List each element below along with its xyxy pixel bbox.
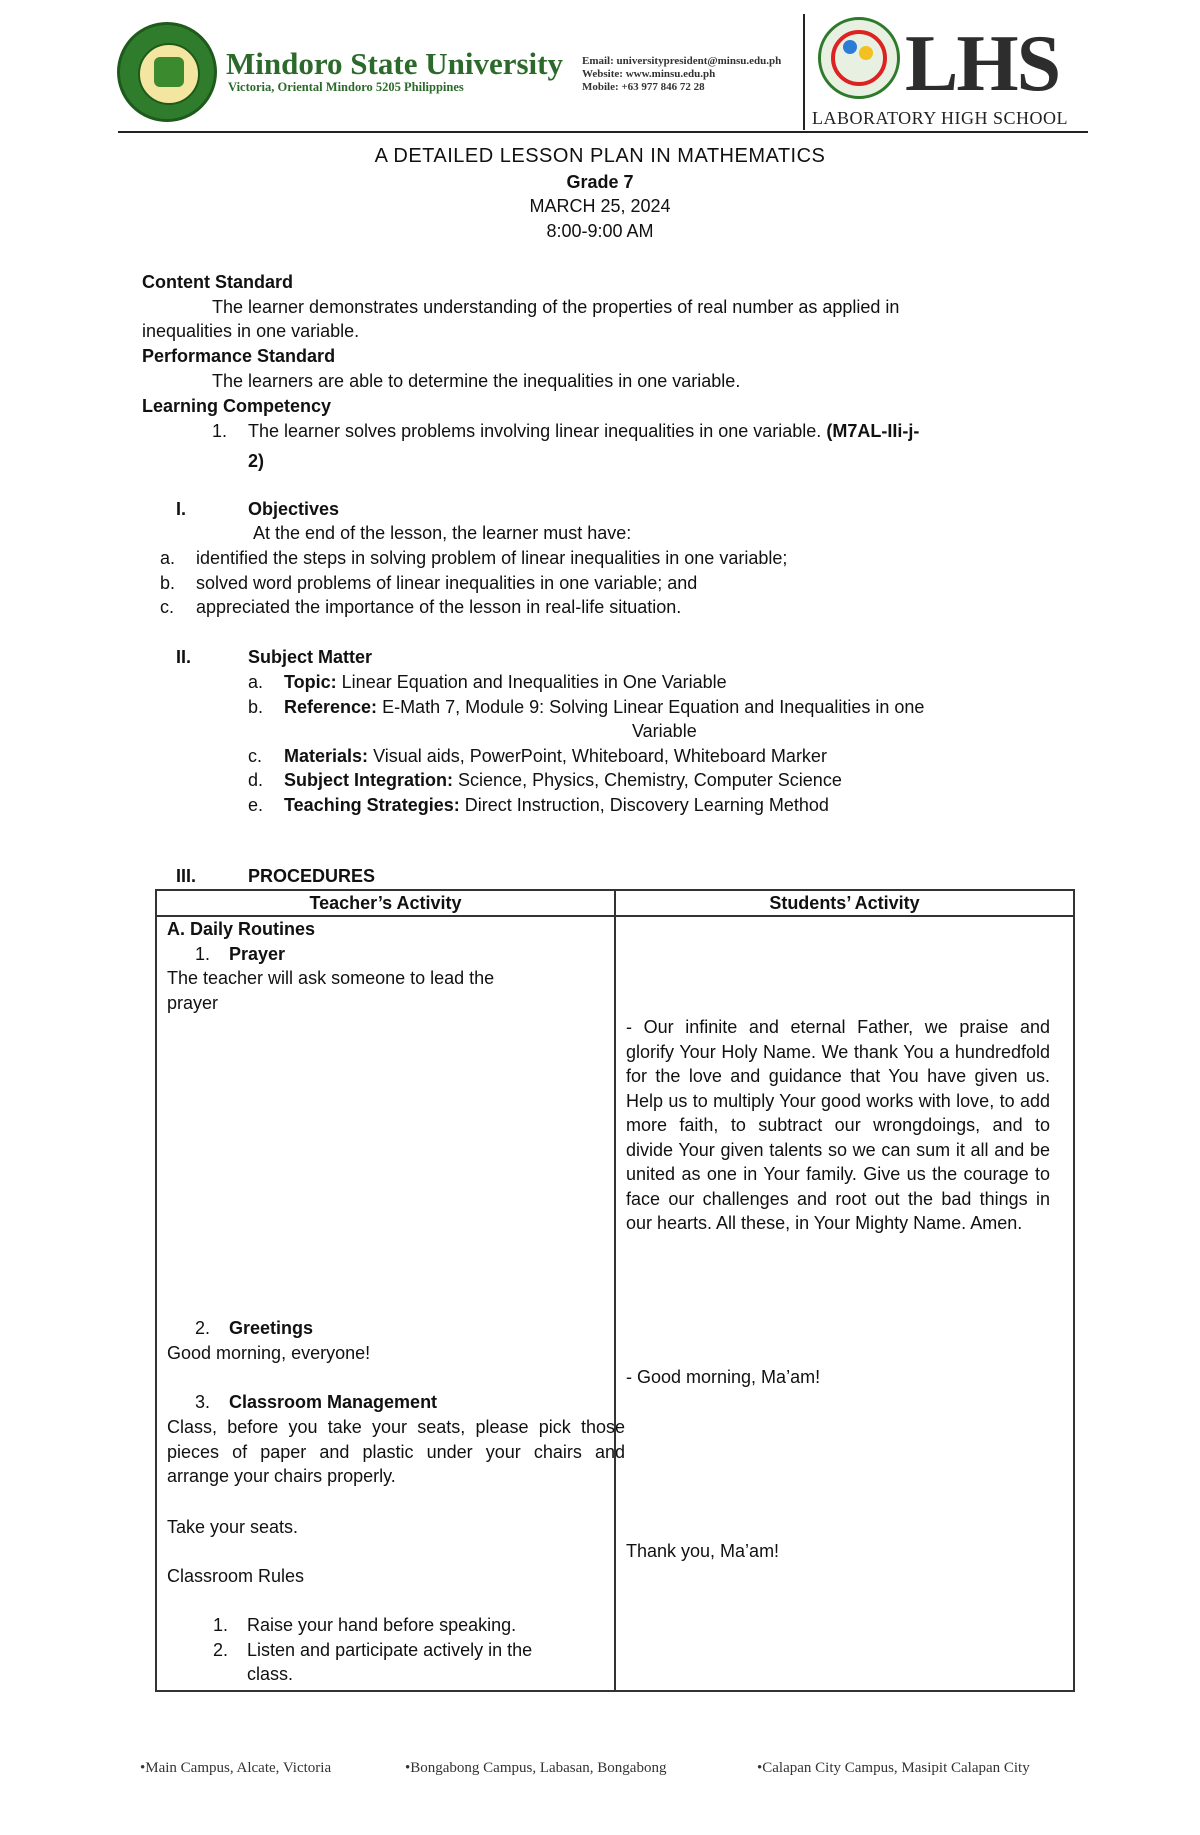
lhs-school-name: LABORATORY HIGH SCHOOL (812, 108, 1069, 128)
website-text: Website: www.minsu.edu.ph (582, 68, 716, 80)
subject-label: Teaching Strategies: (284, 794, 460, 815)
greetings-number: 2. (195, 1318, 211, 1338)
rule-text-cont: class. (247, 1664, 294, 1684)
teacher-activity-cell (156, 916, 625, 1691)
rule-number: 2. (213, 1640, 229, 1660)
header-divider (803, 14, 805, 130)
subject-label: Subject Integration: (284, 770, 454, 790)
subject-text: Science, Physics, Chemistry, Computer Science (458, 770, 842, 790)
rule-text: Raise your hand before speaking. (247, 1615, 517, 1635)
content-standard-text-cont: inequalities in one variable. (142, 321, 360, 341)
lesson-date: MARCH 25, 2024 (529, 196, 671, 216)
management-teacher-text: Class, before you take your seats, please pick those pieces of paper and plastic under your chairs and arrange your chairs properly. (167, 1417, 625, 1486)
students-activity-header: Students’ Activity (615, 890, 1074, 916)
subject-item-reference (248, 695, 1068, 720)
lhs-seal-logo (818, 17, 900, 99)
greetings-teacher-text: Good morning, everyone! (167, 1343, 371, 1363)
subject-text: E-Math 7, Module 9: Solving Linear Equation and Inequalities in one (382, 696, 925, 717)
lesson-time: 8:00-9:00 AM (546, 221, 654, 241)
subject-text-cont: Variable (632, 721, 697, 741)
subject-label: Reference: (284, 696, 378, 717)
competency-number: 1. (212, 421, 228, 441)
competency-code-cont: 2) (248, 451, 265, 471)
objective-text: solved word problems of linear inequalities in one variable; and (196, 572, 698, 593)
subject-text: Linear Equation and Inequalities in One Variable (341, 672, 727, 692)
objective-marker: c. (160, 597, 175, 617)
content-standard-text: The learner demonstrates understanding of the properties of real number as applied in (212, 297, 900, 317)
objective-text: identified the steps in solving problem of linear inequalities in one variable; (196, 548, 788, 568)
subject-text: Direct Instruction, Discovery Learning Method (464, 794, 829, 815)
subject-item-materials (248, 744, 1068, 769)
objective-marker: a. (160, 548, 176, 568)
letterhead (0, 0, 1200, 140)
procedures-table (155, 889, 1075, 1692)
management-number: 3. (195, 1392, 211, 1412)
rule-number: 1. (213, 1615, 229, 1635)
footer-bongabong-campus: •Bongabong Campus, Labasan, Bongabong (405, 1760, 667, 1776)
objectives-numeral: I. (176, 499, 187, 519)
subject-item-topic (248, 670, 1068, 695)
footer-main-campus: •Main Campus, Alcate, Victoria (140, 1760, 332, 1776)
competency-code: (M7AL-IIi-j- (826, 421, 920, 441)
competency-text (248, 419, 919, 444)
objective-text: appreciated the importance of the lesson in real-life situation. (196, 597, 682, 617)
subject-item-reference-cont (248, 719, 1068, 744)
prayer-teacher-text-cont: prayer (167, 993, 219, 1013)
subject-matter-heading: Subject Matter (248, 647, 373, 667)
seats-teacher-text: Take your seats. (167, 1517, 299, 1537)
objectives-heading: Objectives (248, 499, 340, 519)
subject-label: Topic: (284, 672, 337, 692)
learning-competency-heading: Learning Competency (142, 396, 332, 416)
grade-label: Grade 7 (566, 172, 634, 192)
table-row (156, 916, 1074, 1691)
table-header-row (156, 890, 1074, 916)
subject-marker: a. (248, 672, 264, 692)
email-text: Email: universitypresident@minsu.edu.ph (582, 55, 782, 67)
procedures-numeral: III. (176, 866, 197, 886)
content-standard-heading: Content Standard (142, 272, 293, 292)
students-activity-cell (615, 916, 1074, 1691)
performance-standard-heading: Performance Standard (142, 346, 336, 366)
msu-seal-logo (117, 22, 217, 122)
mobile-text: Mobile: +63 977 846 72 28 (582, 81, 705, 93)
university-address: Victoria, Oriental Mindoro 5205 Philippines (228, 80, 464, 94)
subject-matter-list (248, 670, 1068, 817)
objectives-intro: At the end of the lesson, the learner must have: (253, 523, 632, 543)
rules-heading: Classroom Rules (167, 1566, 305, 1586)
prayer-number: 1. (195, 944, 211, 964)
subject-item-strategies (248, 793, 1068, 818)
greetings-student-response: - Good morning, Ma’am! (626, 1367, 821, 1387)
procedures-heading: PROCEDURES (248, 866, 376, 886)
subject-marker: b. (248, 696, 264, 717)
seats-student-response: Thank you, Ma’am! (626, 1541, 780, 1561)
subject-item-integration (248, 768, 1068, 793)
prayer-student-response: - Our infinite and eternal Father, we praise and glorify Your Holy Name. We thank You a hundredfold for the love and guidance that You have given us. Help us to multiply Your good works with love, to add more faith, to subtract our wrongdoings, and to divide Your given talents so we can sum it all and be united as one in Your family. Give us the courage to face our challenges and root out the bad things in our hearts. All these, in Your Mighty Name. Amen. (626, 1017, 1050, 1233)
prayer-label: Prayer (229, 944, 286, 964)
header-rule (118, 131, 1088, 133)
footer-calapan-campus: •Calapan City Campus, Masipit Calapan City (757, 1760, 1030, 1776)
university-name: Mindoro State University (226, 46, 563, 81)
greetings-label: Greetings (229, 1318, 314, 1338)
management-label: Classroom Management (229, 1392, 438, 1412)
lhs-wordmark: LHS (905, 20, 1060, 108)
subject-marker: e. (248, 794, 264, 815)
lesson-plan-title: A DETAILED LESSON PLAN IN MATHEMATICS (374, 145, 826, 167)
subject-marker: d. (248, 770, 264, 790)
contact-block (582, 55, 781, 94)
rule-text: Listen and participate actively in the (247, 1640, 533, 1660)
competency-text-main: The learner solves problems involving linear inequalities in one variable. (248, 421, 822, 441)
subject-text: Visual aids, PowerPoint, Whiteboard, Whiteboard Marker (373, 745, 827, 766)
daily-routines-heading: A. Daily Routines (167, 919, 316, 939)
subject-label: Materials: (284, 745, 369, 766)
teacher-activity-header: Teacher’s Activity (156, 890, 615, 916)
objective-marker: b. (160, 572, 176, 593)
subject-matter-numeral: II. (176, 647, 192, 667)
prayer-teacher-text: The teacher will ask someone to lead the (167, 968, 495, 988)
performance-standard-text: The learners are able to determine the inequalities in one variable. (212, 371, 741, 391)
subject-marker: c. (248, 745, 263, 766)
